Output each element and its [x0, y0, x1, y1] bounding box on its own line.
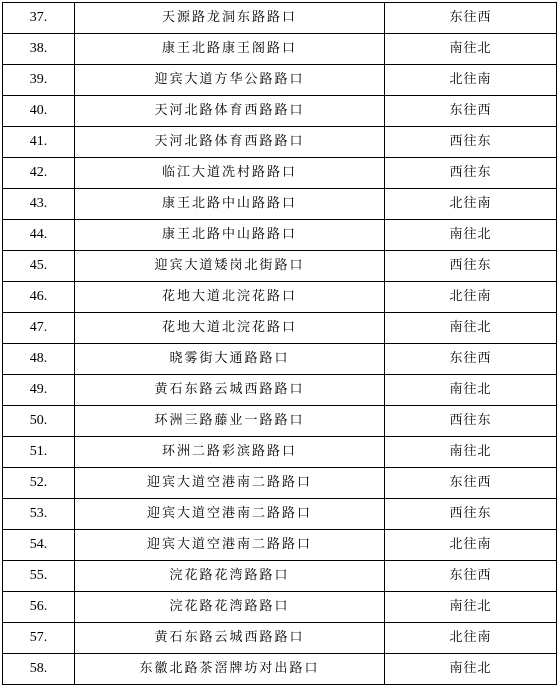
row-index: 58. — [3, 654, 75, 685]
table-row — [3, 189, 557, 220]
table-row — [3, 313, 557, 344]
row-index: 56. — [3, 592, 75, 623]
row-index: 47. — [3, 313, 75, 344]
direction: 南往北 — [385, 34, 557, 65]
intersection-name: 迎宾大道矮岗北街路口 — [75, 251, 385, 282]
intersection-name: 花地大道北浣花路口 — [75, 313, 385, 344]
direction: 北往南 — [385, 65, 557, 96]
direction: 东往西 — [385, 468, 557, 499]
row-index: 52. — [3, 468, 75, 499]
direction: 西往东 — [385, 127, 557, 158]
intersection-name: 环洲三路藤业一路路口 — [75, 406, 385, 437]
table-row — [3, 65, 557, 96]
intersection-name: 黄石东路云城西路路口 — [75, 623, 385, 654]
intersection-name: 临江大道冼村路路口 — [75, 158, 385, 189]
row-index: 50. — [3, 406, 75, 437]
row-index: 46. — [3, 282, 75, 313]
table-row — [3, 592, 557, 623]
table-row — [3, 344, 557, 375]
direction: 南往北 — [385, 437, 557, 468]
table-row — [3, 530, 557, 561]
row-index: 42. — [3, 158, 75, 189]
row-index: 45. — [3, 251, 75, 282]
row-index: 49. — [3, 375, 75, 406]
direction: 西往东 — [385, 406, 557, 437]
row-index: 53. — [3, 499, 75, 530]
intersection-name: 环洲二路彩滨路路口 — [75, 437, 385, 468]
direction: 西往东 — [385, 499, 557, 530]
intersection-name: 迎宾大道方华公路路口 — [75, 65, 385, 96]
direction: 东往西 — [385, 3, 557, 34]
direction: 南往北 — [385, 375, 557, 406]
table-row — [3, 654, 557, 685]
intersection-name: 康王北路康王阁路口 — [75, 34, 385, 65]
table-row — [3, 406, 557, 437]
direction: 东往西 — [385, 561, 557, 592]
intersection-name: 天河北路体育西路路口 — [75, 96, 385, 127]
direction: 北往南 — [385, 189, 557, 220]
direction: 东往西 — [385, 96, 557, 127]
intersection-name: 康王北路中山路路口 — [75, 189, 385, 220]
direction: 南往北 — [385, 592, 557, 623]
table-row — [3, 499, 557, 530]
table-row — [3, 220, 557, 251]
row-index: 57. — [3, 623, 75, 654]
intersection-name: 康王北路中山路路口 — [75, 220, 385, 251]
row-index: 41. — [3, 127, 75, 158]
direction: 南往北 — [385, 313, 557, 344]
intersection-name: 浣花路花湾路路口 — [75, 592, 385, 623]
row-index: 55. — [3, 561, 75, 592]
intersection-name: 迎宾大道空港南二路路口 — [75, 530, 385, 561]
intersection-name: 黄石东路云城西路路口 — [75, 375, 385, 406]
intersection-name: 东徽北路茶滘牌坊对出路口 — [75, 654, 385, 685]
table-row — [3, 34, 557, 65]
direction: 北往南 — [385, 282, 557, 313]
table-row — [3, 3, 557, 34]
row-index: 39. — [3, 65, 75, 96]
row-index: 51. — [3, 437, 75, 468]
direction: 北往南 — [385, 530, 557, 561]
row-index: 43. — [3, 189, 75, 220]
direction: 南往北 — [385, 220, 557, 251]
direction: 南往北 — [385, 654, 557, 685]
direction: 东往西 — [385, 344, 557, 375]
intersection-name: 天河北路体育西路路口 — [75, 127, 385, 158]
direction: 西往东 — [385, 251, 557, 282]
intersection-name: 天源路龙洞东路路口 — [75, 3, 385, 34]
table-row — [3, 251, 557, 282]
table-row — [3, 437, 557, 468]
row-index: 38. — [3, 34, 75, 65]
row-index: 40. — [3, 96, 75, 127]
table-row — [3, 468, 557, 499]
table-row — [3, 96, 557, 127]
table-row — [3, 561, 557, 592]
intersection-name: 浣花路花湾路路口 — [75, 561, 385, 592]
intersection-name: 迎宾大道空港南二路路口 — [75, 499, 385, 530]
table-row — [3, 158, 557, 189]
row-index: 48. — [3, 344, 75, 375]
direction: 北往南 — [385, 623, 557, 654]
intersection-table — [2, 2, 557, 685]
table-row — [3, 623, 557, 654]
intersection-name: 晓雾街大通路路口 — [75, 344, 385, 375]
table-row — [3, 127, 557, 158]
intersection-table-container — [2, 2, 556, 685]
direction: 西往东 — [385, 158, 557, 189]
table-row — [3, 282, 557, 313]
row-index: 44. — [3, 220, 75, 251]
row-index: 37. — [3, 3, 75, 34]
intersection-table-body — [3, 3, 557, 685]
table-row — [3, 375, 557, 406]
row-index: 54. — [3, 530, 75, 561]
intersection-name: 迎宾大道空港南二路路口 — [75, 468, 385, 499]
intersection-name: 花地大道北浣花路口 — [75, 282, 385, 313]
